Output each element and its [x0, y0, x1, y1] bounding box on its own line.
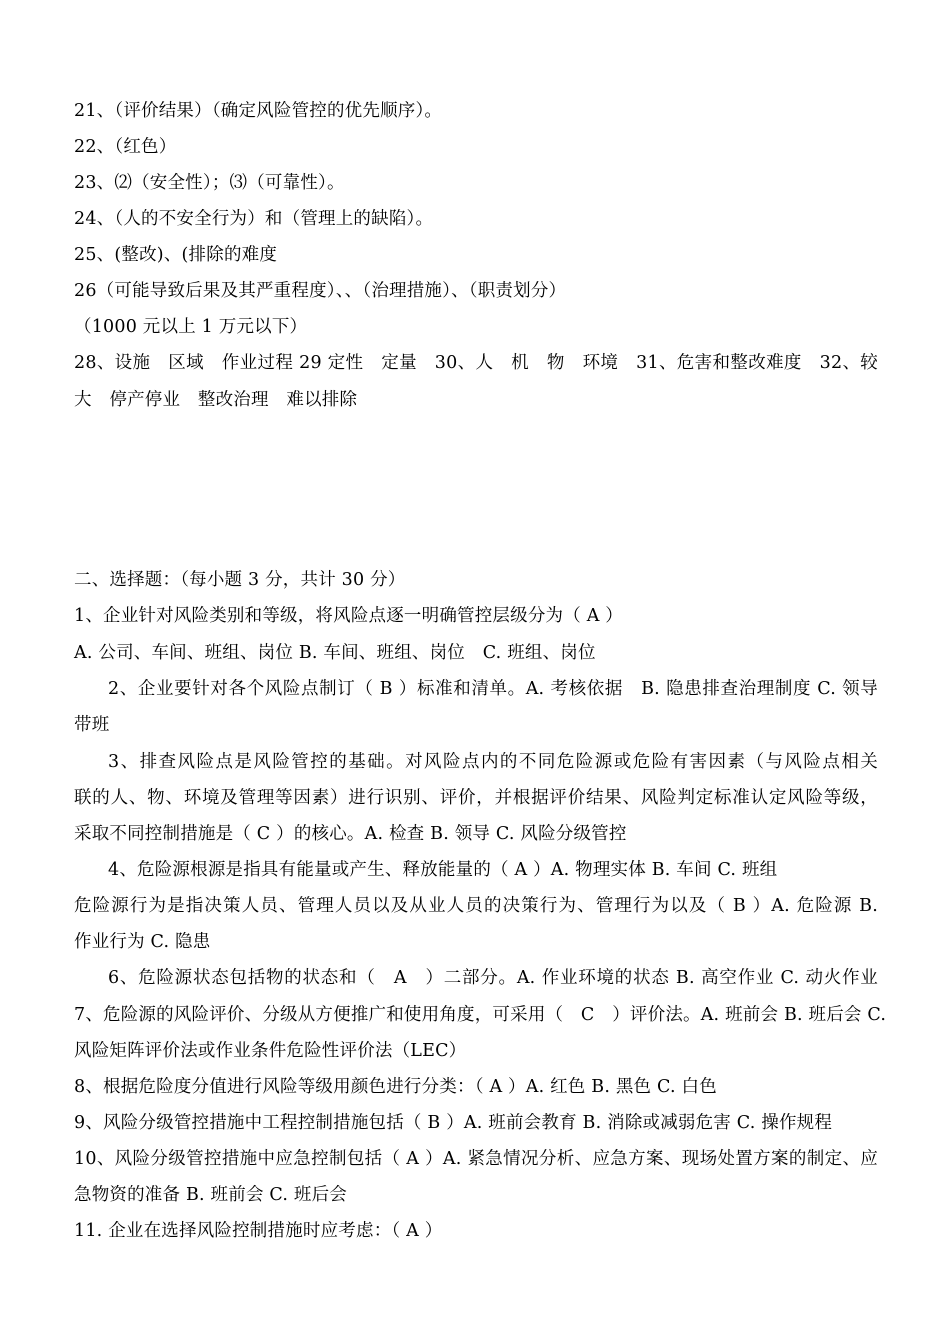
- answer-line-22: 22、（红色）: [74, 137, 177, 157]
- question-6: 6、危险源状态包括物的状态和（ A ）二部分。A. 作业环境的状态 B. 高空作业 C. 动火作业: [108, 968, 878, 988]
- question-1-options: A. 公司、车间、班组、岗位 B. 车间、班组、岗位 C. 班组、岗位: [74, 643, 596, 663]
- question-8: 8、根据危险度分值进行风险等级用颜色进行分类：（ A ）A. 红色 B. 黑色 C. 白色: [74, 1077, 717, 1097]
- question-2-cont: 带班: [74, 715, 110, 735]
- question-1: 1、企业针对风险类别和等级，将风险点逐一明确管控层级分为（ A ）: [74, 606, 623, 626]
- answer-line-26: 26（可能导致后果及其严重程度）、、（治理措施）、（职责划分）: [74, 281, 567, 301]
- question-11: 11. 企业在选择风险控制措施时应考虑：（ A ）: [74, 1221, 443, 1241]
- answer-line-25: 25、(整改)、(排除的难度: [74, 245, 278, 265]
- question-5-cont: 作业行为 C. 隐患: [74, 932, 211, 952]
- answer-line-27: （1000 元以上 1 万元以下）: [74, 317, 308, 337]
- question-10-cont: 急物资的准备 B. 班前会 C. 班后会: [74, 1185, 348, 1205]
- question-3: 3、排查风险点是风险管控的基础。对风险点内的不同危险源或危险有害因素（与风险点相关: [108, 752, 878, 772]
- question-2: 2、企业要针对各个风险点制订（ B ）标准和清单。A. 考核依据 B. 隐患排查治理制度 C. 领导: [108, 679, 878, 699]
- question-4: 4、危险源根源是指具有能量或产生、释放能量的（ A ）A. 物理实体 B. 车间 C. 班组: [108, 860, 778, 880]
- question-7: 7、危险源的风险评价、分级从方便推广和使用角度，可采用（ C ）评价法。A. 班前会 B. 班后会 C.: [74, 1005, 887, 1025]
- question-10: 10、风险分级管控措施中应急控制包括（ A ）A. 紧急情况分析、应急方案、现场处置方案的制定、应: [74, 1149, 878, 1169]
- answer-line-28-32: 28、设施 区域 作业过程 29 定性 定量 30、人 机 物 环境 31、危害和整改难度 32、较: [74, 353, 878, 373]
- answer-line-21: 21、（评价结果）（确定风险管控的优先顺序）。: [74, 101, 443, 121]
- section-title: 二、选择题：（每小题 3 分，共计 30 分）: [74, 570, 406, 590]
- question-9: 9、风险分级管控措施中工程控制措施包括（ B ）A. 班前会教育 B. 消除或减弱危害 C. 操作规程: [74, 1113, 833, 1133]
- question-7-cont: 风险矩阵评价法或作业条件危险性评价法（LEC）: [74, 1041, 467, 1061]
- question-3-cont-1: 联的人、物、环境及管理等因素）进行识别、评价，并根据评价结果、风险判定标准认定风险等级，: [74, 788, 878, 808]
- answer-line-32-cont: 大 停产停业 整改治理 难以排除: [74, 390, 358, 410]
- question-5: 危险源行为是指决策人员、管理人员以及从业人员的决策行为、管理行为以及（ B ）A. 危险源 B.: [74, 896, 878, 916]
- answer-line-23: 23、⑵（安全性）；⑶（可靠性）。: [74, 173, 345, 193]
- answer-line-24: 24、（人的不安全行为）和（管理上的缺陷）。: [74, 209, 434, 229]
- question-3-cont-2: 采取不同控制措施是（ C ）的核心。A. 检查 B. 领导 C. 风险分级管控: [74, 824, 627, 844]
